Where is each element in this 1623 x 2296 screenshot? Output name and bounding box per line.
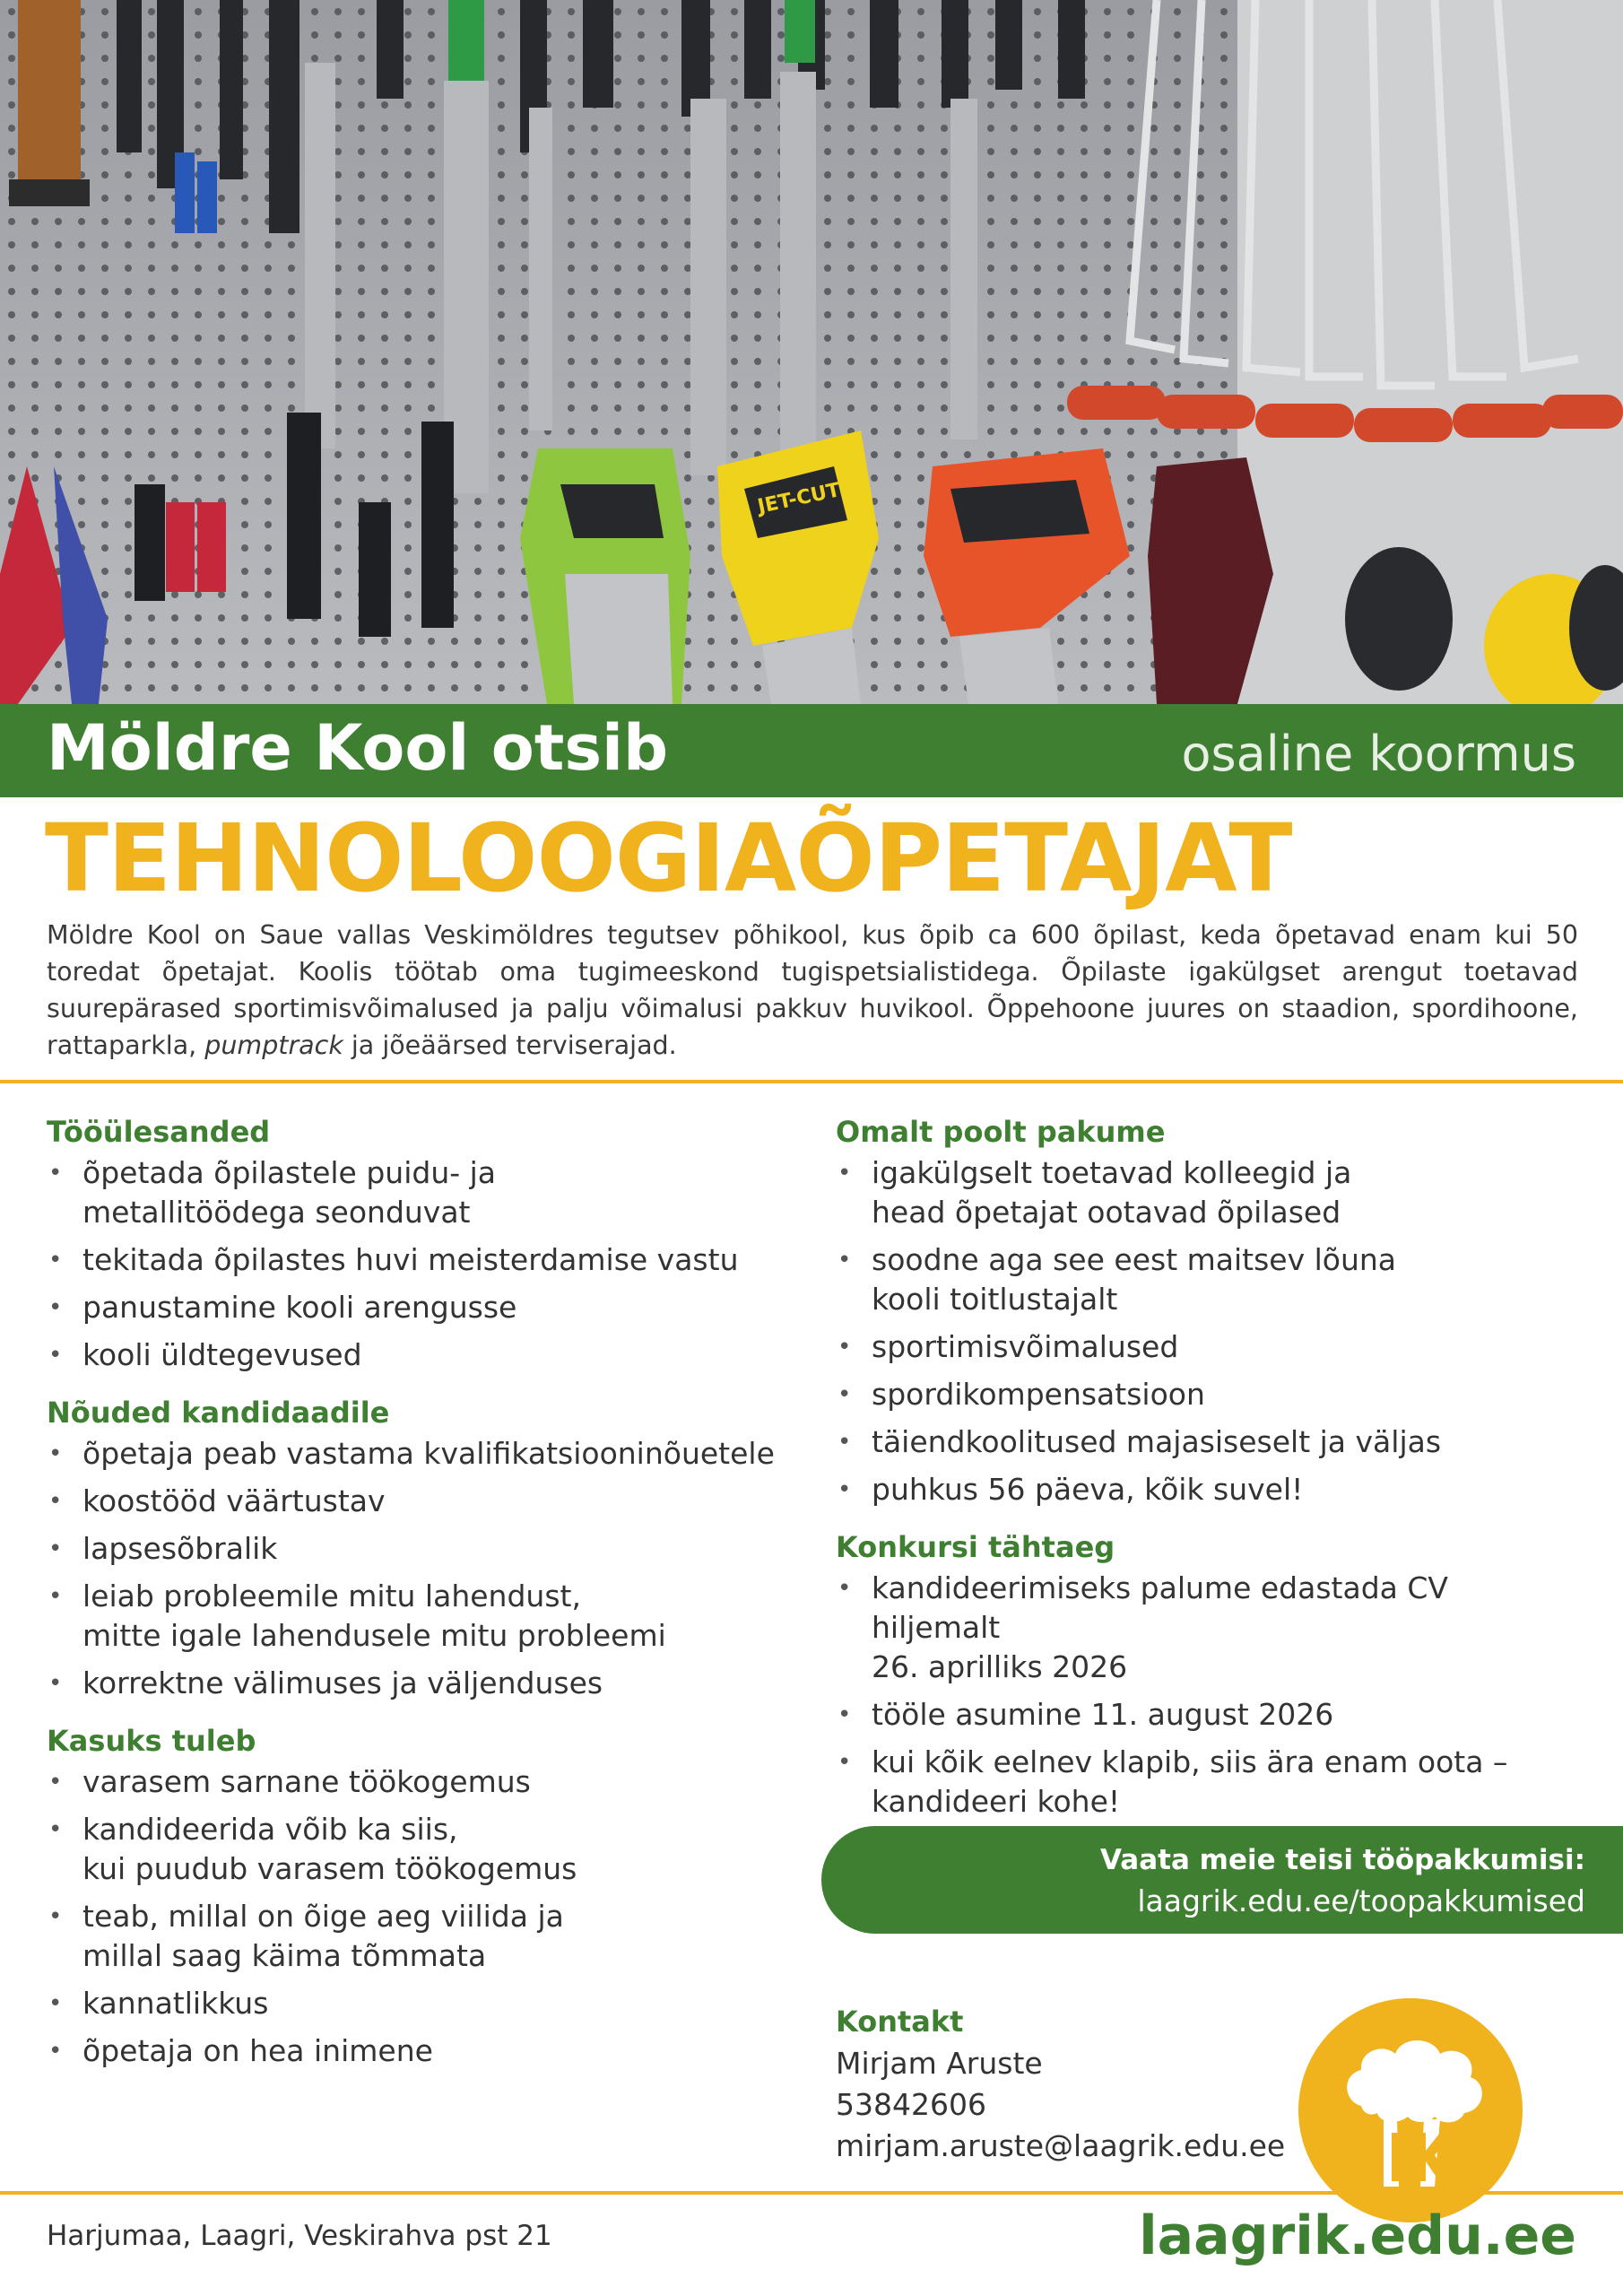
list-item-text: kandideerida võib ka siis, kui puudub varasem töökogemus [82, 1812, 577, 1886]
workload-label: osaline koormus [1181, 726, 1576, 782]
bullet: • [838, 1575, 852, 1602]
other-offers-banner[interactable] [821, 1826, 1623, 1934]
list-item-text: õpetaja on hea inimene [82, 2033, 433, 2068]
section-title-deadline: Konkursi tähtaeg [836, 1530, 1115, 1564]
headline: Möldre Kool otsib [47, 711, 669, 785]
bullet: • [838, 1247, 852, 1274]
bonus-list [47, 1762, 791, 2071]
list-item-text: puhkus 56 päeva, kõik suvel! [872, 1472, 1304, 1507]
bullet: • [48, 1535, 63, 1562]
bullet: • [48, 1247, 63, 1274]
bullet: • [838, 1160, 852, 1187]
list-item-text: kui kõik eelnev klapib, siis ära enam oota – kandideeri kohe! [872, 1744, 1508, 1819]
bullet: • [48, 1769, 63, 1796]
list-item [47, 1288, 791, 1327]
divider-bottom [0, 2191, 1623, 2195]
list-item-text: kandideerimiseks palume edastada CV hiljemalt 26. aprilliks 2026 [872, 1570, 1448, 1684]
tree-logo-icon [1298, 1998, 1523, 2222]
list-item [47, 1577, 791, 1656]
list-item-text: tekitada õpilastes huvi meisterdamise vastu [82, 1242, 739, 1277]
list-item-text: teab, millal on õige aeg viilida ja millal saag käima tõmmata [82, 1899, 564, 1973]
list-item [47, 1153, 791, 1232]
list-item [836, 1470, 1580, 1509]
list-item [47, 1434, 791, 1474]
list-item-text: kooli üldtegevused [82, 1337, 362, 1372]
footer-website[interactable]: laagrik.edu.ee [1139, 2205, 1576, 2267]
list-item [836, 1327, 1580, 1367]
bullet: • [838, 1334, 852, 1361]
list-item-text: kannatlikkus [82, 1986, 269, 2021]
contact-email[interactable]: mirjam.aruste@laagrik.edu.ee [836, 2128, 1286, 2163]
list-item-text: panustamine kooli arengusse [82, 1290, 517, 1325]
bullet: • [48, 2038, 63, 2065]
contact-title: Kontakt [836, 2005, 964, 2039]
list-item [47, 1810, 791, 1889]
list-item-text: soodne aga see eest maitsev lõuna kooli toitlustajalt [872, 1242, 1397, 1317]
list-item-text: igakülgselt toetavad kolleegid ja head õpetajat ootavad õpilased [872, 1155, 1352, 1230]
left-column [47, 1112, 791, 2089]
list-item [47, 1529, 791, 1569]
tool-wall-illustration [0, 0, 1623, 704]
intro-text-2: ja jõeäärsed terviserajad. [343, 1031, 677, 1060]
list-item [836, 1153, 1580, 1232]
list-item-text: tööle asumine 11. august 2026 [872, 1697, 1334, 1732]
saw-brand-label: JET-CUT [755, 479, 843, 519]
list-item-text: leiab probleemile mitu lahendust, mitte igale lahendusele mitu probleemi [82, 1578, 666, 1653]
bullet: • [48, 1160, 63, 1187]
footer-address: Harjumaa, Laagri, Veskirahva pst 21 [47, 2220, 552, 2252]
list-item [836, 1375, 1580, 1414]
right-column [836, 1112, 1580, 1839]
bullet: • [838, 1381, 852, 1408]
list-item [836, 1695, 1580, 1735]
headline-band [0, 704, 1623, 797]
list-item-text: spordikompensatsioon [872, 1377, 1205, 1412]
intro-emphasis: pumptrack [204, 1031, 343, 1060]
bullet: • [48, 1342, 63, 1369]
intro-text-1: Möldre Kool on Saue vallas Veskimöldres tegutsev põhikool, kus õpib ca 600 õpilast, keda õpetavad enam kui 50 toredat õpetajat. Koolis töötab oma tugimeeskond tugispetsialistidega. Õpilaste igakülgset arengut toetavad suurepärased sportimisvõimalused ja palju võimalusi pakkuv huvikool. Õppehoone juures on staadion, spordihoone, rattaparkla, [47, 920, 1578, 1060]
list-item [47, 1762, 791, 1802]
list-item-text: õpetaja peab vastama kvalifikatsiooninõuetele [82, 1436, 775, 1471]
job-title: TEHNOLOOGIAÕPETAJAT [45, 804, 1292, 913]
other-offers-label: Vaata meie teisi tööpakkumisi: [1099, 1844, 1585, 1876]
bullet: • [838, 1749, 852, 1776]
other-offers-link[interactable]: laagrik.edu.ee/toopakkumised [1137, 1883, 1585, 1918]
section-title-tasks: Tööülesanded [47, 1115, 271, 1149]
divider-top [0, 1080, 1623, 1083]
bullet: • [48, 1990, 63, 2017]
list-item-text: täiendkoolitused majasiseselt ja väljas [872, 1424, 1442, 1459]
tasks-list [47, 1153, 791, 1375]
section-title-bonus: Kasuks tuleb [47, 1724, 256, 1758]
list-item-text: õpetada õpilastele puidu- ja metallitöödega seonduvat [82, 1155, 497, 1230]
contact-phone[interactable]: 53842606 [836, 2087, 986, 2122]
school-logo [1298, 1998, 1523, 2222]
bullet: • [48, 1488, 63, 1515]
list-item [47, 1664, 791, 1703]
list-item-text: varasem sarnane töökogemus [82, 1764, 531, 1799]
intro-paragraph [47, 917, 1578, 1064]
list-item [836, 1240, 1580, 1319]
requirements-list [47, 1434, 791, 1703]
bullet: • [838, 1701, 852, 1728]
list-item [47, 1240, 791, 1280]
list-item [47, 1897, 791, 1976]
bullet: • [838, 1429, 852, 1456]
bullet: • [48, 1583, 63, 1610]
list-item-text: sportimisvõimalused [872, 1329, 1179, 1364]
contact-block [836, 2002, 1302, 2167]
deadline-list [836, 1569, 1580, 1822]
list-item [836, 1743, 1580, 1822]
list-item [47, 1335, 791, 1375]
contact-name: Mirjam Aruste [836, 2046, 1043, 2081]
list-item-text: koostööd väärtustav [82, 1483, 386, 1518]
bullet: • [48, 1440, 63, 1467]
bullet: • [838, 1476, 852, 1503]
bullet: • [48, 1294, 63, 1321]
offer-list [836, 1153, 1580, 1509]
list-item-text: lapsesõbralik [82, 1531, 278, 1566]
bullet: • [48, 1670, 63, 1697]
section-title-offer: Omalt poolt pakume [836, 1115, 1166, 1149]
list-item-text: korrektne välimuses ja väljenduses [82, 1665, 603, 1700]
list-item [47, 1984, 791, 2023]
list-item [836, 1569, 1580, 1687]
header-photo-tool-wall [0, 0, 1623, 704]
section-title-requirements: Nõuded kandidaadile [47, 1396, 390, 1430]
list-item [836, 1422, 1580, 1462]
bullet: • [48, 1816, 63, 1843]
bullet: • [48, 1903, 63, 1930]
list-item [47, 1482, 791, 1521]
list-item [47, 2031, 791, 2071]
